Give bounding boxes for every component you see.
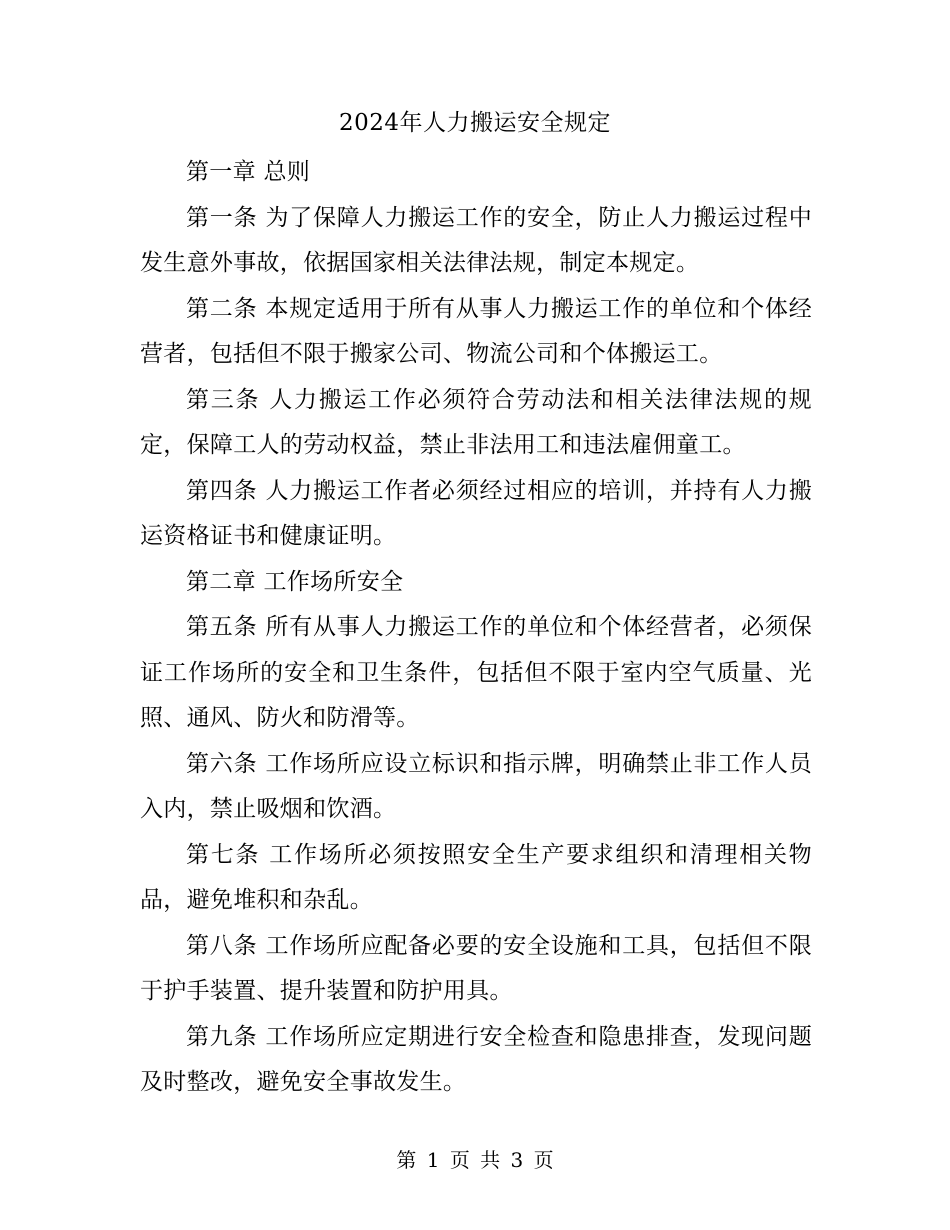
- document-title: 2024年人力搬运安全规定: [338, 110, 612, 136]
- article-1: 第一条 为了保障人力搬运工作的安全，防止人力搬运过程中发生意外事故，依据国家相关法律法规，制定本规定。: [140, 204, 812, 276]
- article-6: 第六条 工作场所应设立标识和指示牌，明确禁止非工作人员入内，禁止吸烟和饮酒。: [140, 750, 812, 822]
- chapter-heading-1: 第一章 总则: [186, 159, 311, 185]
- article-4: 第四条 人力搬运工作者必须经过相应的培训，并持有人力搬运资格证书和健康证明。: [140, 477, 812, 549]
- article-2: 第二条 本规定适用于所有从事人力搬运工作的单位和个体经营者，包括但不限于搬家公司、物流公司和个体搬运工。: [140, 295, 812, 367]
- article-3: 第三条 人力搬运工作必须符合劳动法和相关法律法规的规定，保障工人的劳动权益，禁止非法用工和违法雇佣童工。: [140, 386, 812, 458]
- article-5: 第五条 所有从事人力搬运工作的单位和个体经营者，必须保证工作场所的安全和卫生条件，包括但不限于室内空气质量、光照、通风、防火和防滑等。: [140, 614, 812, 731]
- article-8: 第八条 工作场所应配备必要的安全设施和工具，包括但不限于护手装置、提升装置和防护用具。: [140, 932, 812, 1004]
- article-9: 第九条 工作场所应定期进行安全检查和隐患排查，发现问题及时整改，避免安全事故发生。: [140, 1023, 812, 1095]
- chapter-heading-2: 第二章 工作场所安全: [186, 568, 404, 595]
- article-7: 第七条 工作场所必须按照安全生产要求组织和清理相关物品，避免堆积和杂乱。: [140, 841, 812, 913]
- document-body: [140, 150, 812, 1106]
- page-number-footer: 第 1 页 共 3 页: [396, 1148, 554, 1172]
